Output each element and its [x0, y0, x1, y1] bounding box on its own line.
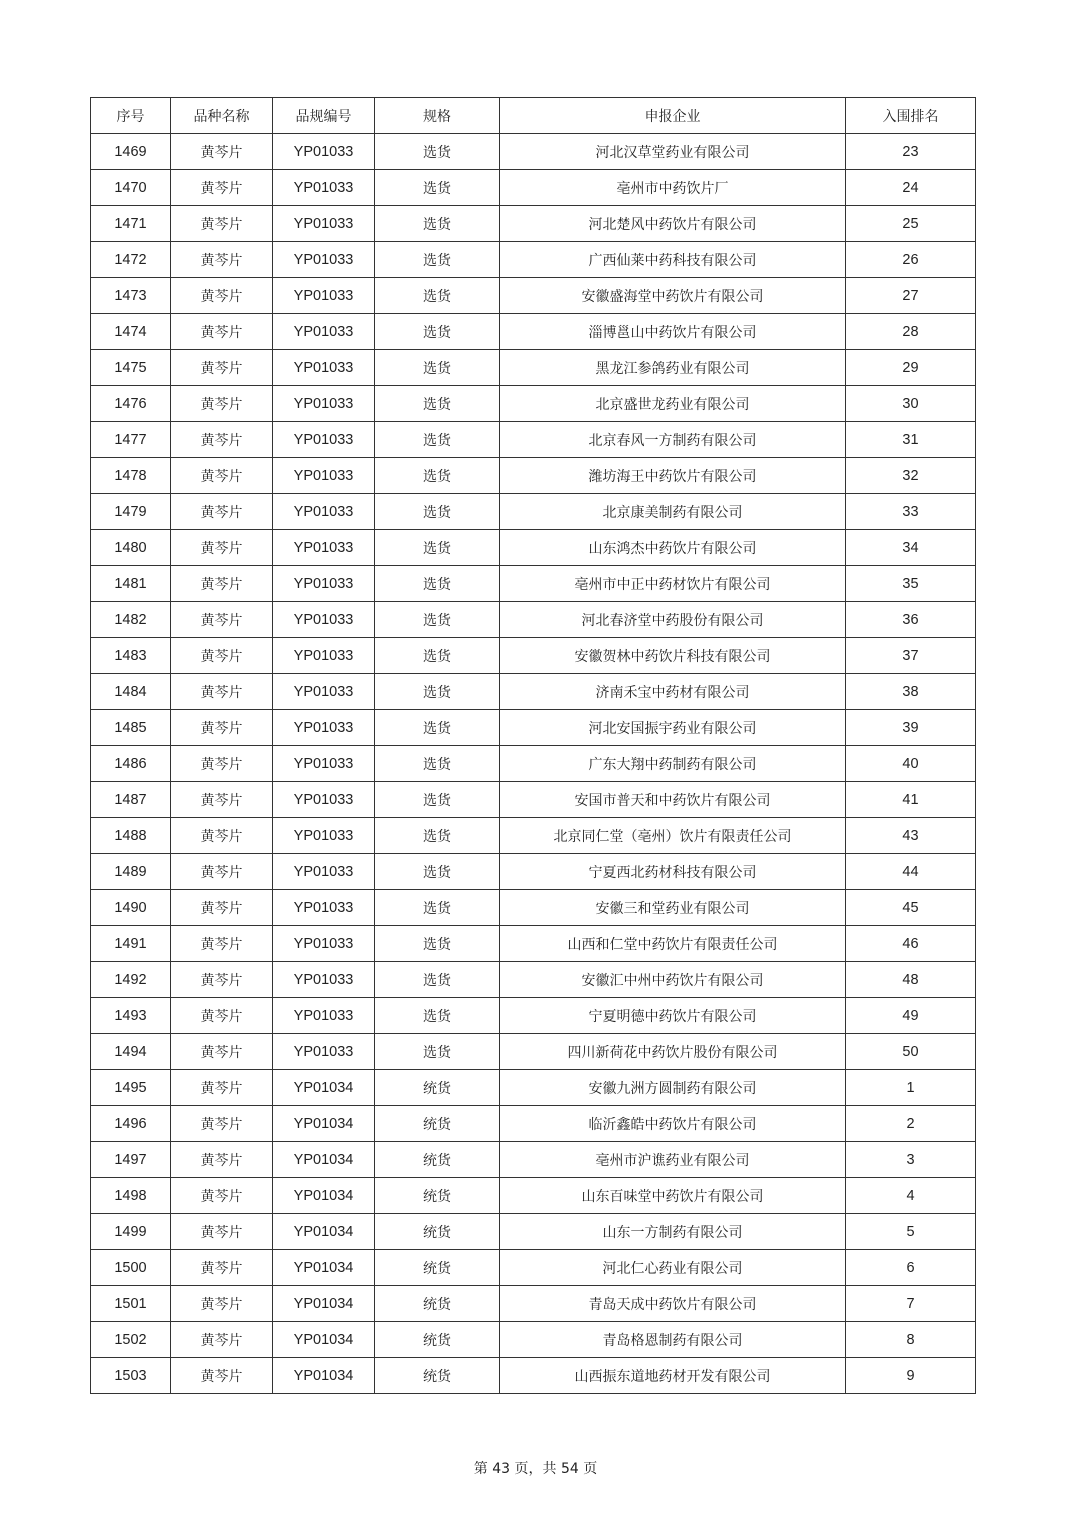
spec-code-cell: YP01033	[273, 206, 375, 242]
spec-code-cell: YP01033	[273, 818, 375, 854]
specification-cell: 选货	[375, 962, 500, 998]
rank-cell: 33	[846, 494, 976, 530]
rank-cell: 37	[846, 638, 976, 674]
specification-cell: 统货	[375, 1106, 500, 1142]
serial-cell: 1500	[91, 1250, 171, 1286]
serial-cell: 1475	[91, 350, 171, 386]
spec-code-cell: YP01034	[273, 1358, 375, 1394]
spec-code-cell: YP01033	[273, 242, 375, 278]
enterprise-cell: 安徽汇中州中药饮片有限公司	[500, 962, 846, 998]
serial-cell: 1471	[91, 206, 171, 242]
serial-cell: 1490	[91, 890, 171, 926]
variety-name-cell: 黄芩片	[171, 962, 273, 998]
rank-cell: 26	[846, 242, 976, 278]
enterprise-cell: 安徽贺林中药饮片科技有限公司	[500, 638, 846, 674]
variety-name-cell: 黄芩片	[171, 998, 273, 1034]
enterprise-cell: 山东鸿杰中药饮片有限公司	[500, 530, 846, 566]
serial-cell: 1495	[91, 1070, 171, 1106]
column-header-enterprise: 申报企业	[500, 98, 846, 134]
specification-cell: 选货	[375, 890, 500, 926]
enterprise-cell: 河北春济堂中药股份有限公司	[500, 602, 846, 638]
table-row	[91, 566, 976, 602]
enterprise-cell: 河北楚风中药饮片有限公司	[500, 206, 846, 242]
variety-name-cell: 黄芩片	[171, 854, 273, 890]
variety-name-cell: 黄芩片	[171, 1178, 273, 1214]
serial-cell: 1478	[91, 458, 171, 494]
spec-code-cell: YP01033	[273, 890, 375, 926]
table-row	[91, 674, 976, 710]
enterprise-cell: 亳州市沪谯药业有限公司	[500, 1142, 846, 1178]
serial-cell: 1486	[91, 746, 171, 782]
enterprise-cell: 安徽三和堂药业有限公司	[500, 890, 846, 926]
serial-cell: 1474	[91, 314, 171, 350]
table-row	[91, 1106, 976, 1142]
enterprise-cell: 山西和仁堂中药饮片有限责任公司	[500, 926, 846, 962]
specification-cell: 选货	[375, 998, 500, 1034]
spec-code-cell: YP01033	[273, 710, 375, 746]
rank-cell: 45	[846, 890, 976, 926]
variety-name-cell: 黄芩片	[171, 386, 273, 422]
serial-cell: 1502	[91, 1322, 171, 1358]
variety-name-cell: 黄芩片	[171, 746, 273, 782]
table-row	[91, 602, 976, 638]
rank-cell: 38	[846, 674, 976, 710]
specification-cell: 统货	[375, 1214, 500, 1250]
rank-cell: 40	[846, 746, 976, 782]
enterprise-cell: 山东百味堂中药饮片有限公司	[500, 1178, 846, 1214]
spec-code-cell: YP01033	[273, 458, 375, 494]
specification-cell: 选货	[375, 530, 500, 566]
variety-name-cell: 黄芩片	[171, 314, 273, 350]
enterprise-cell: 河北汉草堂药业有限公司	[500, 134, 846, 170]
enterprise-cell: 安徽盛海堂中药饮片有限公司	[500, 278, 846, 314]
table-row	[91, 710, 976, 746]
serial-cell: 1472	[91, 242, 171, 278]
specification-cell: 选货	[375, 134, 500, 170]
table-row	[91, 134, 976, 170]
spec-code-cell: YP01033	[273, 494, 375, 530]
serial-cell: 1473	[91, 278, 171, 314]
rank-cell: 29	[846, 350, 976, 386]
specification-cell: 统货	[375, 1070, 500, 1106]
specification-cell: 选货	[375, 170, 500, 206]
serial-cell: 1476	[91, 386, 171, 422]
spec-code-cell: YP01033	[273, 638, 375, 674]
serial-cell: 1470	[91, 170, 171, 206]
table-row	[91, 350, 976, 386]
specification-cell: 选货	[375, 458, 500, 494]
specification-cell: 选货	[375, 386, 500, 422]
table-row	[91, 206, 976, 242]
spec-code-cell: YP01033	[273, 926, 375, 962]
specification-cell: 统货	[375, 1322, 500, 1358]
serial-cell: 1482	[91, 602, 171, 638]
serial-cell: 1491	[91, 926, 171, 962]
specification-cell: 选货	[375, 422, 500, 458]
table-row	[91, 1070, 976, 1106]
variety-name-cell: 黄芩片	[171, 638, 273, 674]
enterprise-cell: 淄博邕山中药饮片有限公司	[500, 314, 846, 350]
rank-cell: 34	[846, 530, 976, 566]
rank-cell: 7	[846, 1286, 976, 1322]
serial-cell: 1497	[91, 1142, 171, 1178]
spec-code-cell: YP01034	[273, 1178, 375, 1214]
spec-code-cell: YP01033	[273, 962, 375, 998]
table-row	[91, 242, 976, 278]
table-row	[91, 998, 976, 1034]
table-header	[91, 98, 976, 134]
specification-cell: 选货	[375, 854, 500, 890]
column-header-variety-name: 品种名称	[171, 98, 273, 134]
rank-cell: 43	[846, 818, 976, 854]
enterprise-cell: 广西仙莱中药科技有限公司	[500, 242, 846, 278]
page-number-footer: 第 43 页，共 54 页	[473, 1461, 598, 1477]
variety-name-cell: 黄芩片	[171, 206, 273, 242]
serial-cell: 1479	[91, 494, 171, 530]
spec-code-cell: YP01033	[273, 602, 375, 638]
enterprise-cell: 潍坊海王中药饮片有限公司	[500, 458, 846, 494]
variety-name-cell: 黄芩片	[171, 422, 273, 458]
table-row	[91, 782, 976, 818]
spec-code-cell: YP01034	[273, 1286, 375, 1322]
spec-code-cell: YP01034	[273, 1142, 375, 1178]
serial-cell: 1469	[91, 134, 171, 170]
rank-cell: 4	[846, 1178, 976, 1214]
variety-name-cell: 黄芩片	[171, 566, 273, 602]
table-row	[91, 1214, 976, 1250]
variety-name-cell: 黄芩片	[171, 278, 273, 314]
table-row	[91, 1142, 976, 1178]
specification-cell: 选货	[375, 206, 500, 242]
enterprise-cell: 北京康美制药有限公司	[500, 494, 846, 530]
rank-cell: 9	[846, 1358, 976, 1394]
enterprise-cell: 北京春风一方制药有限公司	[500, 422, 846, 458]
specification-cell: 选货	[375, 818, 500, 854]
variety-name-cell: 黄芩片	[171, 1106, 273, 1142]
table-row	[91, 638, 976, 674]
enterprise-cell: 亳州市中药饮片厂	[500, 170, 846, 206]
spec-code-cell: YP01034	[273, 1070, 375, 1106]
serial-cell: 1485	[91, 710, 171, 746]
specification-cell: 选货	[375, 242, 500, 278]
header-row	[91, 98, 976, 134]
serial-cell: 1484	[91, 674, 171, 710]
enterprise-cell: 北京盛世龙药业有限公司	[500, 386, 846, 422]
variety-name-cell: 黄芩片	[171, 926, 273, 962]
specification-cell: 选货	[375, 350, 500, 386]
serial-cell: 1480	[91, 530, 171, 566]
specification-cell: 选货	[375, 782, 500, 818]
enterprise-cell: 青岛格恩制药有限公司	[500, 1322, 846, 1358]
table-row	[91, 458, 976, 494]
column-header-rank: 入围排名	[846, 98, 976, 134]
rank-cell: 23	[846, 134, 976, 170]
enterprise-cell: 亳州市中正中药材饮片有限公司	[500, 566, 846, 602]
variety-name-cell: 黄芩片	[171, 1250, 273, 1286]
spec-code-cell: YP01033	[273, 566, 375, 602]
specification-cell: 选货	[375, 602, 500, 638]
rank-cell: 1	[846, 1070, 976, 1106]
rank-cell: 46	[846, 926, 976, 962]
variety-name-cell: 黄芩片	[171, 134, 273, 170]
rank-cell: 50	[846, 1034, 976, 1070]
enterprise-cell: 济南禾宝中药材有限公司	[500, 674, 846, 710]
variety-name-cell: 黄芩片	[171, 242, 273, 278]
variety-name-cell: 黄芩片	[171, 674, 273, 710]
variety-name-cell: 黄芩片	[171, 494, 273, 530]
specification-cell: 选货	[375, 746, 500, 782]
table-row	[91, 530, 976, 566]
rank-cell: 24	[846, 170, 976, 206]
serial-cell: 1496	[91, 1106, 171, 1142]
enterprise-cell: 四川新荷花中药饮片股份有限公司	[500, 1034, 846, 1070]
rank-cell: 28	[846, 314, 976, 350]
enterprise-cell: 宁夏明德中药饮片有限公司	[500, 998, 846, 1034]
specification-cell: 统货	[375, 1250, 500, 1286]
column-header-specification: 规格	[375, 98, 500, 134]
specification-cell: 选货	[375, 710, 500, 746]
table-row	[91, 386, 976, 422]
enterprise-cell: 临沂鑫皓中药饮片有限公司	[500, 1106, 846, 1142]
table-row	[91, 278, 976, 314]
specification-cell: 选货	[375, 494, 500, 530]
serial-cell: 1492	[91, 962, 171, 998]
table-row	[91, 1034, 976, 1070]
table-row	[91, 746, 976, 782]
specification-cell: 选货	[375, 314, 500, 350]
variety-name-cell: 黄芩片	[171, 710, 273, 746]
enterprise-cell: 河北安国振宇药业有限公司	[500, 710, 846, 746]
spec-code-cell: YP01033	[273, 386, 375, 422]
rank-cell: 25	[846, 206, 976, 242]
specification-cell: 选货	[375, 566, 500, 602]
serial-cell: 1477	[91, 422, 171, 458]
specification-cell: 选货	[375, 278, 500, 314]
variety-name-cell: 黄芩片	[171, 530, 273, 566]
spec-code-cell: YP01033	[273, 170, 375, 206]
spec-code-cell: YP01033	[273, 134, 375, 170]
rank-cell: 27	[846, 278, 976, 314]
variety-name-cell: 黄芩片	[171, 170, 273, 206]
spec-code-cell: YP01033	[273, 674, 375, 710]
spec-code-cell: YP01033	[273, 422, 375, 458]
serial-cell: 1494	[91, 1034, 171, 1070]
rank-cell: 36	[846, 602, 976, 638]
table-row	[91, 854, 976, 890]
variety-name-cell: 黄芩片	[171, 1142, 273, 1178]
spec-code-cell: YP01034	[273, 1322, 375, 1358]
variety-name-cell: 黄芩片	[171, 1034, 273, 1070]
spec-code-cell: YP01033	[273, 746, 375, 782]
specification-cell: 选货	[375, 1034, 500, 1070]
rank-cell: 48	[846, 962, 976, 998]
table-row	[91, 1178, 976, 1214]
rank-cell: 6	[846, 1250, 976, 1286]
table-row	[91, 926, 976, 962]
rank-cell: 44	[846, 854, 976, 890]
spec-code-cell: YP01033	[273, 998, 375, 1034]
enterprise-cell: 安徽九洲方圆制药有限公司	[500, 1070, 846, 1106]
table-row	[91, 494, 976, 530]
serial-cell: 1493	[91, 998, 171, 1034]
specification-cell: 统货	[375, 1178, 500, 1214]
variety-name-cell: 黄芩片	[171, 350, 273, 386]
enterprise-cell: 北京同仁堂（亳州）饮片有限责任公司	[500, 818, 846, 854]
rank-cell: 35	[846, 566, 976, 602]
specification-cell: 统货	[375, 1286, 500, 1322]
enterprise-cell: 广东大翔中药制药有限公司	[500, 746, 846, 782]
serial-cell: 1483	[91, 638, 171, 674]
spec-code-cell: YP01033	[273, 278, 375, 314]
specification-cell: 统货	[375, 1142, 500, 1178]
enterprise-cell: 黑龙江参鸽药业有限公司	[500, 350, 846, 386]
table-row	[91, 1322, 976, 1358]
rank-cell: 41	[846, 782, 976, 818]
column-header-serial: 序号	[91, 98, 171, 134]
spec-code-cell: YP01033	[273, 1034, 375, 1070]
enterprise-cell: 安国市普天和中药饮片有限公司	[500, 782, 846, 818]
serial-cell: 1481	[91, 566, 171, 602]
rank-cell: 2	[846, 1106, 976, 1142]
rank-cell: 32	[846, 458, 976, 494]
specification-cell: 统货	[375, 1358, 500, 1394]
variety-name-cell: 黄芩片	[171, 1070, 273, 1106]
spec-code-cell: YP01033	[273, 314, 375, 350]
spec-code-cell: YP01033	[273, 530, 375, 566]
table-row	[91, 818, 976, 854]
enterprise-cell: 宁夏西北药材科技有限公司	[500, 854, 846, 890]
spec-code-cell: YP01034	[273, 1214, 375, 1250]
variety-name-cell: 黄芩片	[171, 602, 273, 638]
spec-code-cell: YP01034	[273, 1250, 375, 1286]
variety-name-cell: 黄芩片	[171, 458, 273, 494]
table-body	[91, 134, 976, 1394]
variety-name-cell: 黄芩片	[171, 782, 273, 818]
spec-code-cell: YP01033	[273, 350, 375, 386]
variety-name-cell: 黄芩片	[171, 1214, 273, 1250]
rank-cell: 31	[846, 422, 976, 458]
enterprise-cell: 山西振东道地药材开发有限公司	[500, 1358, 846, 1394]
rank-cell: 49	[846, 998, 976, 1034]
specification-cell: 选货	[375, 926, 500, 962]
enterprise-cell: 河北仁心药业有限公司	[500, 1250, 846, 1286]
table-row	[91, 422, 976, 458]
rank-cell: 3	[846, 1142, 976, 1178]
spec-code-cell: YP01033	[273, 782, 375, 818]
serial-cell: 1489	[91, 854, 171, 890]
table-row	[91, 1358, 976, 1394]
serial-cell: 1488	[91, 818, 171, 854]
table-row	[91, 1286, 976, 1322]
spec-code-cell: YP01034	[273, 1106, 375, 1142]
specification-cell: 选货	[375, 638, 500, 674]
variety-name-cell: 黄芩片	[171, 890, 273, 926]
serial-cell: 1503	[91, 1358, 171, 1394]
enterprise-cell: 青岛天成中药饮片有限公司	[500, 1286, 846, 1322]
table-row	[91, 314, 976, 350]
serial-cell: 1501	[91, 1286, 171, 1322]
column-header-spec-code: 品规编号	[273, 98, 375, 134]
variety-name-cell: 黄芩片	[171, 818, 273, 854]
variety-name-cell: 黄芩片	[171, 1322, 273, 1358]
enterprise-cell: 山东一方制药有限公司	[500, 1214, 846, 1250]
table-row	[91, 1250, 976, 1286]
rank-cell: 30	[846, 386, 976, 422]
spec-code-cell: YP01033	[273, 854, 375, 890]
variety-name-cell: 黄芩片	[171, 1286, 273, 1322]
variety-name-cell: 黄芩片	[171, 1358, 273, 1394]
table-row	[91, 962, 976, 998]
rank-cell: 39	[846, 710, 976, 746]
enterprise-ranking-table	[90, 97, 976, 1394]
specification-cell: 选货	[375, 674, 500, 710]
rank-cell: 8	[846, 1322, 976, 1358]
serial-cell: 1487	[91, 782, 171, 818]
table-row	[91, 890, 976, 926]
serial-cell: 1498	[91, 1178, 171, 1214]
table-row	[91, 170, 976, 206]
serial-cell: 1499	[91, 1214, 171, 1250]
rank-cell: 5	[846, 1214, 976, 1250]
